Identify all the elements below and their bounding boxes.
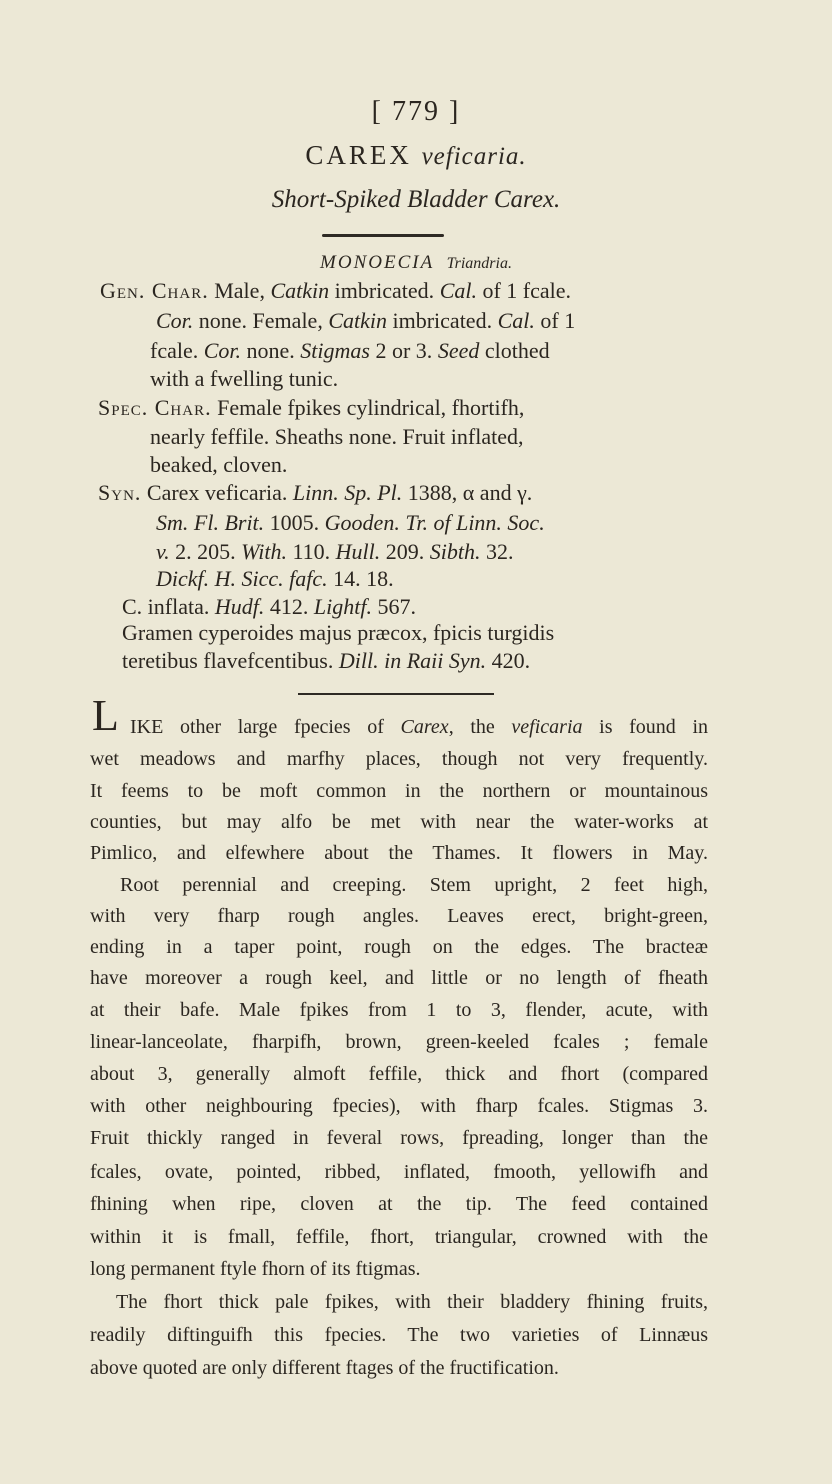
drop-cap: L <box>92 691 119 740</box>
gen-char-line: fcale. Cor. none. Stigmas 2 or 3. Seed clothed <box>150 338 550 363</box>
body-line: at their bafe. Male fpikes from 1 to 3, flender, acute, with <box>90 999 708 1021</box>
body-line: It feems to be moft common in the northern or mountainous <box>90 780 708 802</box>
synonymy-line: Syn. Carex veficaria. Linn. Sp. Pl. 1388, α and γ. <box>98 480 533 505</box>
section-rule <box>298 693 494 695</box>
body-line: with other neighbouring fpecies), with fharp fcales. Stigmas 3. <box>90 1095 708 1117</box>
body-line: wet meadows and marfhy places, though not very frequently. <box>90 748 708 770</box>
body-line: Root perennial and creeping. Stem upright, 2 feet high, <box>120 874 708 896</box>
body-line: about 3, generally almoft feffile, thick and fhort (compared <box>90 1063 708 1085</box>
common-name: Short-Spiked Bladder Carex. <box>271 186 561 213</box>
body-line: fcales, ovate, pointed, ribbed, inflated, fmooth, yellowifh and <box>90 1161 708 1183</box>
synonymy-line: v. 2. 205. With. 110. Hull. 209. Sibth. 32. <box>156 539 514 564</box>
gen-char-label: Gen. Char. <box>100 278 209 303</box>
synonymy-line: teretibus flavefcentibus. Dill. in Raii Syn. 420. <box>122 648 531 673</box>
body-line: within it is fmall, feffile, fhort, triangular, crowned with the <box>90 1226 708 1248</box>
class-name: MONOECIA <box>320 252 434 273</box>
spec-char-line: beaked, cloven. <box>150 452 288 477</box>
body-line: ending in a taper point, rough on the edges. The bracteæ <box>90 936 708 958</box>
syn-label: Syn. <box>98 480 142 505</box>
body-line: The fhort thick pale fpikes, with their bladdery fhining fruits, <box>116 1291 708 1313</box>
body-line: counties, but may alfo be met with near the water-works at <box>90 811 708 833</box>
body-line: fhining when ripe, cloven at the tip. The feed contained <box>90 1193 708 1215</box>
body-line: above quoted are only different ftages of the fructification. <box>90 1357 559 1379</box>
page-number: [ 779 ] <box>371 96 461 127</box>
linnaean-class <box>0 252 832 274</box>
gen-char-line: Cor. none. Female, Catkin imbricated. Cal. of 1 <box>156 308 576 333</box>
synonymy-line: Dickf. H. Sicc. fafc. 14. 18. <box>156 566 394 591</box>
synonymy-line: C. inflata. Hudf. 412. Lightf. 567. <box>122 594 416 619</box>
body-line: readily diftinguifh this fpecies. The two varieties of Linnæus <box>90 1324 708 1346</box>
spec-char-line: nearly feffile. Sheaths none. Fruit inflated, <box>150 424 524 449</box>
gen-char-line: Gen. Char. Male, Catkin imbricated. Cal. of 1 fcale. <box>100 278 572 303</box>
body-line: have moreover a rough keel, and little or no length of fheath <box>90 967 708 989</box>
body-line: Fruit thickly ranged in feveral rows, fpreading, longer than the <box>90 1127 708 1149</box>
body-line: with very fharp rough angles. Leaves erect, bright-green, <box>90 905 708 927</box>
species-title <box>0 140 832 171</box>
genus-name: CAREX <box>305 140 412 170</box>
spec-char-line: Spec. Char. Female fpikes cylindrical, fhortifh, <box>98 395 525 420</box>
order-name: Triandria. <box>446 255 512 272</box>
synonymy-line: Gramen cyperoides majus præcox, fpicis turgidis <box>122 620 555 645</box>
spec-char-label: Spec. Char. <box>98 395 212 420</box>
body-line: linear-lanceolate, fharpifh, brown, green-keeled fcales ; female <box>90 1031 708 1053</box>
ornamental-rule <box>322 234 444 237</box>
body-line: Pimlico, and elfewhere about the Thames. It flowers in May. <box>90 842 708 864</box>
gen-char-line: with a fwelling tunic. <box>150 366 339 391</box>
body-line: long permanent ftyle fhorn of its ftigmas. <box>90 1258 421 1280</box>
body-line: IKE other large fpecies of Carex, the veficaria is found in <box>130 716 709 738</box>
synonymy-line: Sm. Fl. Brit. 1005. Gooden. Tr. of Linn. Soc. <box>156 510 545 535</box>
species-epithet: veficaria. <box>421 143 527 170</box>
